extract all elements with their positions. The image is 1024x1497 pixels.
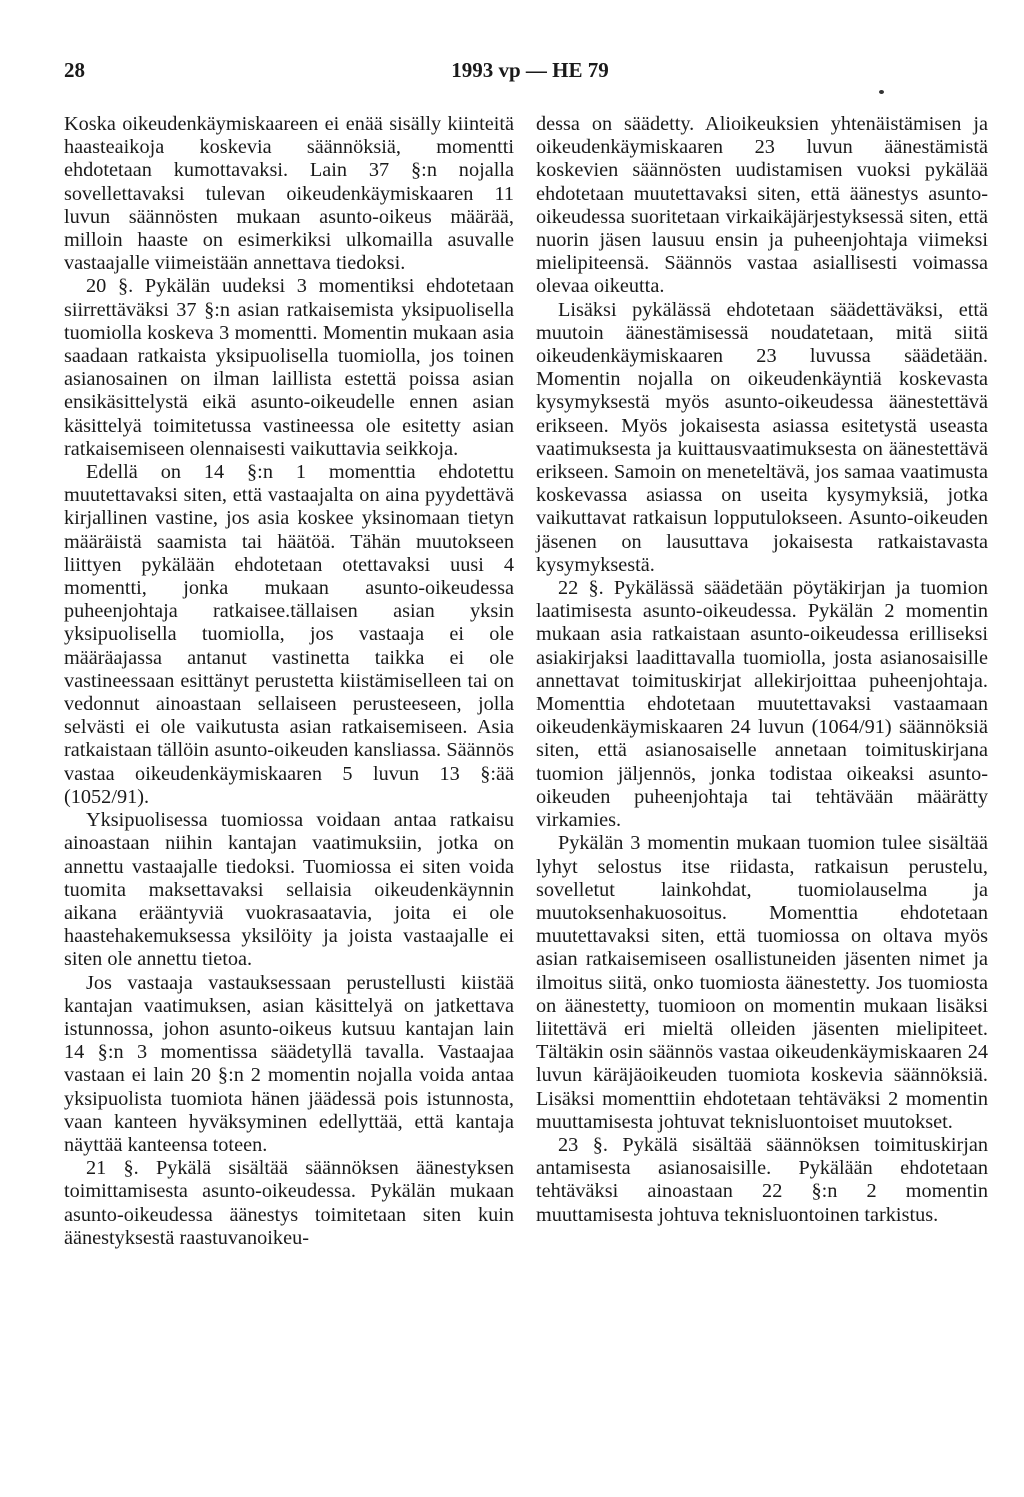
running-title: 1993 vp — HE 79 [451, 58, 609, 82]
paragraph: 23 §. Pykälä sisältää säännöksen toimituskirjan antamisesta asianosaisille. Pykälään ehdotetaan tehtäväksi ainoastaan 22 §:n 2 momentin muuttamisesta johtuva teknisluontoinen tarkistus. [536, 1133, 988, 1226]
paragraph: 22 §. Pykälässä säädetään pöytäkirjan ja tuomion laatimisesta asunto-oikeudessa. Pykälän 2 momentin mukaan asia ratkaistaan asunto-oikeudessa erilliseksi asiakirjaksi laadittavalla tuomiolla, josta asianosaisille annettavat toimituskirjat allekirjoittaa puheenjohtaja. Momenttia ehdotetaan muutettavaksi vastaamaan oikeudenkäymiskaaren 24 luvun (1064/91) säännöksiä siten, että asianosaiselle annetaan toimituskirjana tuomion jäljennös, jonka todistaa oikeaksi asunto-oikeuden puheenjohtaja tai tehtävään määrätty virkamies. [536, 577, 988, 832]
left-column [64, 113, 514, 1250]
paragraph: dessa on säädetty. Alioikeuksien yhtenäistämisen ja oikeudenkäymiskaaren 23 luvun äänestämistä koskevien säännösten uudistamisen vuoksi pykälää ehdotetaan muutettavaksi siten, että äänestys asunto-oikeudessa suoritetaan virkaikäjärjestyksessä siten, että nuorin jäsen lausuu ensin ja puheenjohtaja viimeksi mielipiteensä. Säännös vastaa asiallisesti voimassa olevaa oikeutta. [536, 113, 988, 298]
paragraph: 20 §. Pykälän uudeksi 3 momentiksi ehdotetaan siirrettäväksi 37 §:n asian ratkaisemista yksipuolisella tuomiolla koskeva 3 momentti. Momentin mukaan asia saadaan ratkaista yksipuolisella tuomiolla, jos toinen asianosainen on ilman laillista estettä poissa asian ensikäsittelystä eikä asunto-oikeudelle ennen asian käsittelyä toimitetussa vastineessa ole esitetty asian ratkaisemiseen olennaisesti vaikuttavia seikkoja. [64, 275, 514, 460]
paragraph: Edellä on 14 §:n 1 momenttia ehdotettu muutettavaksi siten, että vastaajalta on aina pyydettävä kirjallinen vastine, jos asia koskee yksinomaan tietyn määräistä saamista tai häätöä. Tähän muutokseen liittyen pykälään ehdotetaan otettavaksi uusi 4 momentti, jonka mukaan asunto-oikeudessa puheenjohtaja ratkaisee.tällaisen asian yksin yksipuolisella tuomiolla, jos vastaaja ei ole määräajassa antanut vastinetta taikka ei ole vastineessaan esittänyt perustetta kiistämiselleen tai on vedonnut ainoastaan sellaiseen perusteeseen, jolla selvästi ei ole vaikutusta asian ratkaisemiseen. Asia ratkaistaan tällöin asunto-oikeuden kansliassa. Säännös vastaa oikeudenkäymiskaaren 5 luvun 13 §:ää (1052/91). [64, 461, 514, 808]
paragraph: Pykälän 3 momentin mukaan tuomion tulee sisältää lyhyt selostus itse riidasta, ratkaisun perustelu, sovelletut lainkohdat, tuomiolauselma ja muutoksenhakuosoitus. Momenttia ehdotetaan muutettavaksi siten, että tuomiossa on oltava myös asian ratkaisemiseen osallistuneiden jäsenten nimet ja ilmoitus siitä, onko tuomiosta äänestetty. Jos tuomiosta on äänestetty, tuomioon on momentin mukaan lisäksi liitettävä eri mieltä olleiden jäsenten mielipiteet. Tältäkin osin säännös vastaa oikeudenkäymiskaaren 24 luvun käräjäoikeuden tuomiota koskevia säännöksiä. Lisäksi momenttiin ehdotetaan tehtäväksi 2 momentin muuttamisesta johtuvat teknisluontoiset muutokset. [536, 832, 988, 1133]
paragraph: Koska oikeudenkäymiskaareen ei enää sisälly kiinteitä haasteaikoja koskevia säännöksiä, momentti ehdotetaan kumottavaksi. Lain 37 §:n nojalla sovellettavaksi tulevan oikeudenkäymiskaaren 11 luvun säännösten mukaan asunto-oikeus määrää, milloin haaste on esimerkiksi ulkomailla asuvalle vastaajalle viimeistään annettava tiedoksi. [64, 113, 514, 275]
paragraph: Yksipuolisessa tuomiossa voidaan antaa ratkaisu ainoastaan niihin kantajan vaatimuksiin, jotka on annettu vastaajalle tiedoksi. Tuomiossa ei siten voida tuomita maksettavaksi sellaisia oikeudenkäynnin aikana erääntyviä vuokrasaatavia, joita ei ole haastehakemuksessa yksilöity ja joista vastaajalle ei siten ole annettu tietoa. [64, 809, 514, 971]
right-column [536, 113, 988, 1227]
page-number: 28 [64, 58, 85, 82]
paragraph: Jos vastaaja vastauksessaan perustellusti kiistää kantajan vaatimuksen, asian käsittelyä on jatkettava istunnossa, johon asunto-oikeus kutsuu kantajan lain 14 §:n 3 momentissa säädetyllä tavalla. Vastaajaa vastaan ei lain 20 §:n 2 momentin nojalla voida antaa yksipuolista tuomiota hänen jäädessä pois istunnosta, vaan kanteen hyväksyminen edellyttää, että kantaja näyttää kanteensa toteen. [64, 971, 514, 1156]
page-header [64, 58, 996, 88]
paragraph: Lisäksi pykälässä ehdotetaan säädettäväksi, että muutoin äänestämisessä noudatetaan, mitä siitä oikeudenkäymiskaaren 23 luvussa säädetään. Momentin nojalla on oikeudenkäyntiä koskevasta kysymyksestä myös asunto-oikeudessa äänestettävä erikseen. Myös jokaisesta asiassa esitetystä useasta vaatimuksesta ja kuittausvaatimuksesta on äänestettävä erikseen. Samoin on meneteltävä, jos samaa vaatimusta koskevassa asiassa on useita kysymyksiä, jotka vaikuttavat ratkaisun lopputulokseen. Asunto-oikeuden jäsenen on lausuttava jokaisesta ratkaistavasta kysymyksestä. [536, 298, 988, 576]
paragraph: 21 §. Pykälä sisältää säännöksen äänestyksen toimittamisesta asunto-oikeudessa. Pykälän mukaan asunto-oikeudessa äänestys toimitetaan siten kuin äänestyksestä raastuvanoikeu- [64, 1157, 514, 1249]
ink-speck [879, 90, 884, 94]
